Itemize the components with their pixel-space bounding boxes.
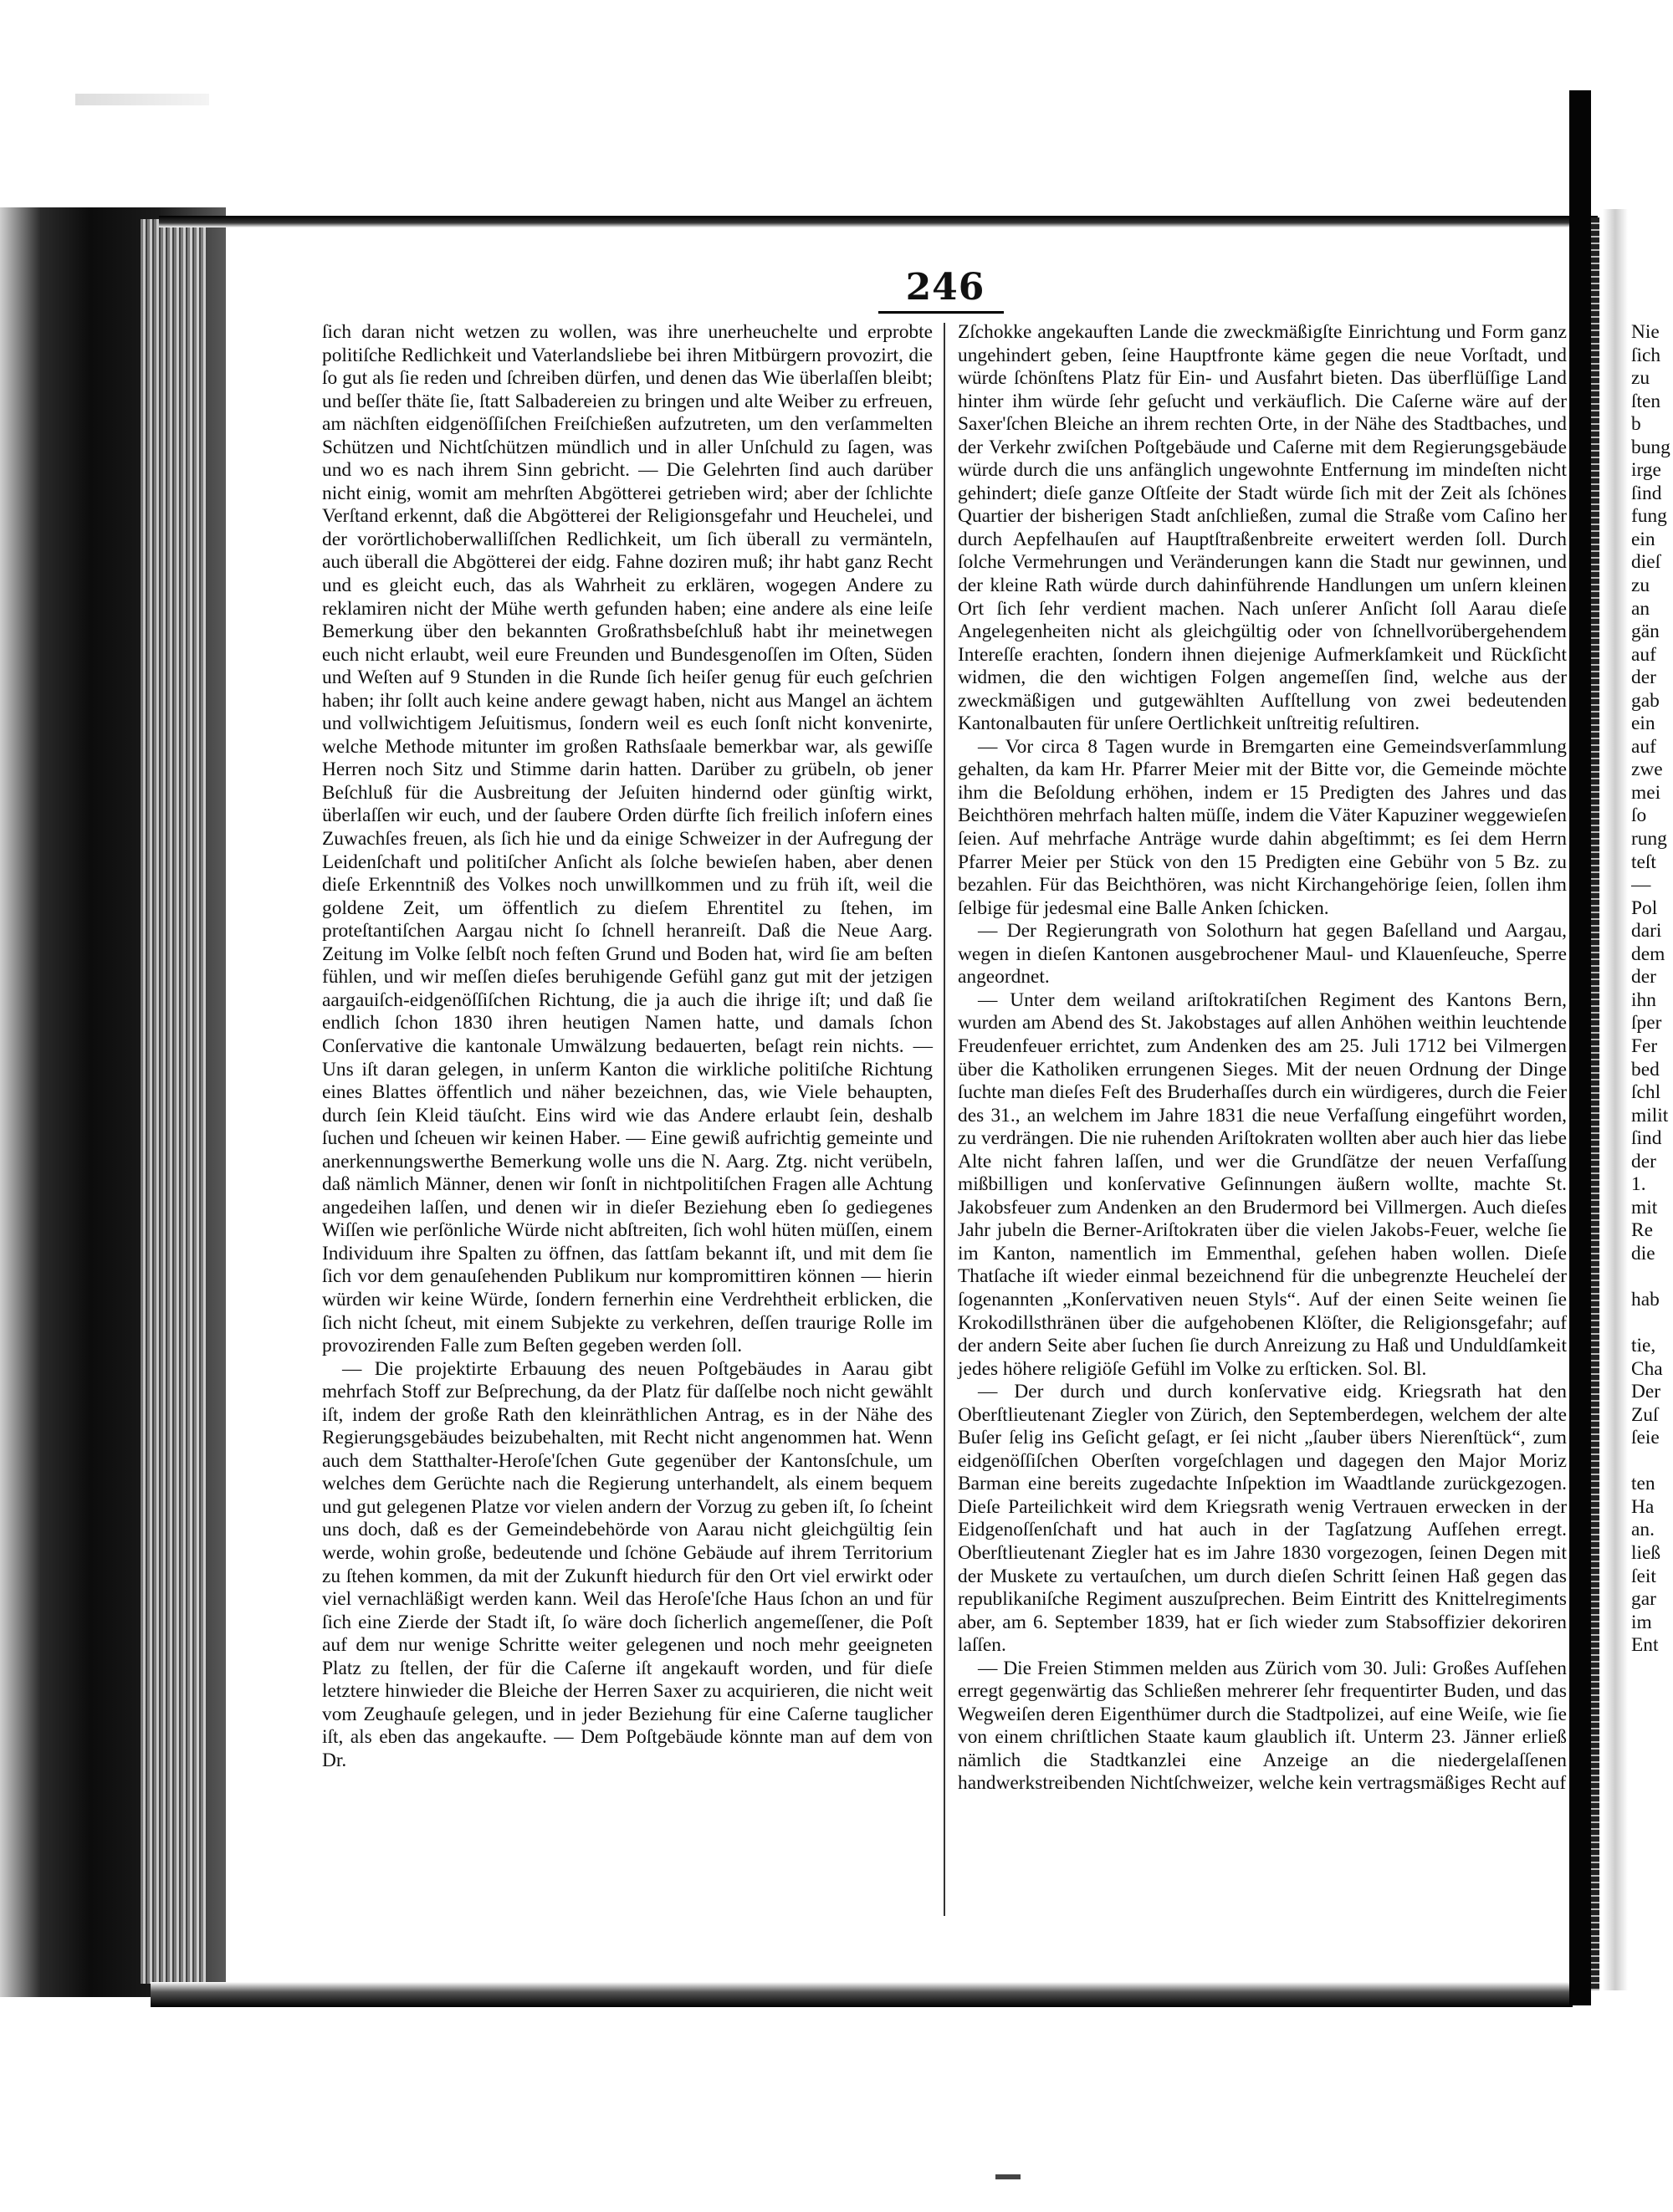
margin-fragment-line: auf bbox=[1631, 735, 1656, 758]
right-column bbox=[958, 321, 1567, 1796]
margin-fragment-line: der bbox=[1631, 966, 1656, 989]
paragraph: — Die projektirte Erbauung des neuen Poſtgebäudes in Aarau gibt mehrfach Stoff zur Beſprechung, da der Platz für daſſelbe noch nicht gewählt iſt, indem der große Rath den kleinräthlichen Antrag, es in der Nähe des Regierungsgebäudes beizubehalten, mit Recht nicht angenommen hat. Wenn auch dem Statthalter-Heroſe'ſchen Gute gegenüber der Kantonsſchule, um welches dem Gerüchte nach die Regierung unterhandelt, als einem bequem und gut gelegenen Platze vor vielen andern der Vorzug zu geben iſt, ſo ſcheint uns doch, daß es der Gemeindebehörde von Aarau nicht gleichgültig ſein werde, wohin große, bedeutende und ſchöne Gebäude auf ihrem Territorium zu ſtehen kommen, da mit der Zukunft hiedurch für den Ort viel erwirkt oder viel vernachläßigt werden kann. Weil das Heroſe'ſche Haus ſchon an und für ſich eine Zierde der Stadt iſt, ſo wäre doch ſicherlich angemeſſener, die Poſt auf dem nur wenige Schritte weiter gelegenen und noch mehr geeigneten Platz zu ſtellen, der für die Caſerne iſt angekauft worden, und für dieſe letztere hinwieder die Bleiche der Herren Saxer zu acquirieren, die nicht weit vom Zeughauſe gelegen, und in jeder Beziehung für eine Caſerne tauglicher iſt, als eben das angekaufte. — Dem Poſtgebäude könnte man auf dem von Dr. bbox=[322, 1357, 933, 1771]
margin-fragment-line: ſeit bbox=[1631, 1565, 1656, 1587]
margin-fragment-line: hab bbox=[1631, 1288, 1660, 1310]
margin-fragment-line: ein bbox=[1631, 713, 1655, 735]
page-top-edge bbox=[159, 216, 1598, 227]
margin-fragment-line bbox=[1631, 1312, 1673, 1336]
margin-fragment-line: ihn bbox=[1631, 989, 1656, 1011]
margin-fragment-line: dem bbox=[1631, 943, 1665, 965]
gutter-shadow bbox=[1569, 90, 1591, 2005]
margin-fragment-line: ein bbox=[1631, 528, 1655, 550]
paragraph: — Der durch und durch konſervative eidg. Kriegsrath hat den Oberſtlieutenant Ziegler von Zürich, den Septemberdegen, welchem der alte Buſer ſelig ins Geſicht geſagt, er ſei nicht „ſauber übers Nierenſtück“, zum eidgenöſſiſchen Oberſten vorgeſchlagen und dagegen den Major Moriz Barman eine bereits zugedachte Inſpektion im Waadtlande zurückgezogen. Dieſe Parteilichkeit wird dem Kriegsrath wenig Vertrauen erwecken in der Eidgenoſſenſchaft und hat auch in der Tagſatzung Aufſehen erregt. Oberſtlieutenant Ziegler hat es im Jahre 1830 vorgezogen, ſeinen Degen mit der Muskete zu vertauſchen, um durch dieſen Schritt ſeinen Haß gegen das republikaniſche Regiment auszuſprechen. Beim Eintritt des Knittelregiments aber, am 6. September 1839, hat er ſich wieder zum Stabsoffizier dekoriren laſſen. bbox=[958, 1381, 1567, 1657]
margin-fragment-line: im bbox=[1631, 1611, 1652, 1633]
scan-smudge bbox=[75, 94, 209, 105]
margin-fragment-line: Der bbox=[1631, 1381, 1661, 1403]
margin-fragment-line: an. bbox=[1631, 1519, 1655, 1541]
next-page-fragments bbox=[1631, 321, 1673, 1658]
margin-fragment-line: der bbox=[1631, 1150, 1656, 1172]
margin-fragment-line: rung bbox=[1631, 828, 1667, 851]
paragraph: — Die Freien Stimmen melden aus Zürich vom 30. Juli: Großes Aufſehen erregt gegenwärtig das Schließen mehrerer ſehr frequentirter Buden, und das Wegweiſen deren Eigenthümer durch die Stadtpolizei, auf eine Weiſe, wie ſie von einem chriſtlichen Staate kaum glaublich iſt. Unterm 23. Jänner erließ nämlich die Stadtkanzlei eine Anzeige an die niedergelaſſenen handwerkstreibenden Nichtſchweizer, welche kein vertragsmäßiges Recht auf bbox=[958, 1657, 1567, 1795]
margin-fragment-line: milit bbox=[1631, 1104, 1669, 1126]
paragraph: ſich daran nicht wetzen zu wollen, was ihre unerheuchelte und erprobte politiſche Redlichkeit und Vaterlandsliebe bei ihren Mitbürgern provozirt, die ſo gut als ſie reden und ſchreiben dürfen, und denen das Wie überlaſſen bleibt; und beſſer thäte ſie, ſtatt Salbadereien zu bringen und alte Weiber zu erfreuen, am nächſten eidgenöſſiſchen Freiſchießen aufzutreten, um den verſammelten Schützen und Nichtſchützen mündlich und in aller Unſchuld zu ſagen, was und wo es nach ihrem Sinn gebricht. — Die Gelehrten ſind auch darüber nicht einig, womit am mehrſten Abgötterei getrieben wird; aber der ſchlichte Verſtand erkennt, daß die Abgötterei der Religionsgefahr und Heuchelei, und der vorörtlichoberwalliſſchen Redlichkeit, um ſich überall zu vermänteln, auch überall die Abgötterei der eidg. Fahne doziren muß; ihr habt ganz Recht und es gleicht euch, das als Wahrheit zu erklären, wogegen Andere zu reklamiren nicht der Mühe werth gefunden haben; eine andere als eine leiſe Bemerkung über den bekannten Großrathsbeſchluß habt ihr meinetwegen euch nicht erlaubt, weil eure Freunden und Bundesgenoſſen im Oſten, Süden und Weſten auf 9 Stunden in die Runde ſich heiſer genug für euch geſchrien haben; ihr ſollt auch keine andere gewagt haben, nicht aus Mangel an ächtem und vollwichtigem Jeſuitismus, ſondern weil es euch ſonſt nicht konvenirte, welche Methode mitunter im großen Rathsſaale bemerkbar war, als gewiſſe Herren noch Sitz und Stimme darin hatten. Darüber zu grübeln, ob jener Beſchluß für die Ausbreitung der Jeſuiten hindernd oder günſtig wirkt, überlaſſen wir euch, und der ſaubere Orden dürfte ſich freilich inſofern eines Zuwachſes freuen, als ſich hie und da einige Schweizer in der Aufregung der Leidenſchaft und politiſcher Anſicht als ſolche bewieſen haben, aber denen dieſe Erkenntniß des Volkes noch unwillkommen und zu früh iſt, weil die goldene Zeit, um öffentlich zu dieſem Ehrentitel zu ſtehen, im proteſtantiſchen Aargau nicht ſo ſchnell heranreiſt. Daß die Neue Aarg. Zeitung im Volke ſelbſt noch feſten Grund und Boden hat, wird ſie am beſten fühlen, und wir meſſen dieſes beruhigende Gefühl ganz gut mit der jetzigen aargauiſch-eidgenöſſiſchen Richtung, die ja auch die ihrige iſt; und daß ſie endlich ſchon 1830 ihren heutigen Namen hatte, und damals ſchon Conſervative die kantonale Umwälzung bedauerten, beſagt rein nichts. — Uns iſt daran gelegen, in unſerm Kanton die wirkliche politiſche Richtung eines Blattes öffentlich und näher bezeichnen, das, wie Viele behaupten, durch ſein Kleid täuſcht. Eins wird wie das Andere erlaubt ſein, deshalb ſuchen und ſcheuen wir keinen Haber. — Eine gewiß aufrichtig gemeinte und anerkennungswerthe Bemerkung wolle uns die N. Aarg. Ztg. nicht verübeln, daß nämlich Männer, denen wir ſonſt in nichtpolitiſchen Fragen alle Achtung angedeihen laſſen, und denen wir in dieſer Beziehung eben ſo gediegenes Wiſſen wie perſönliche Würde nicht abſtreiten, ſich wohl hüten müſſen, einem Individuum ihre Spalten zu öffnen, das ſattſam bekannt iſt, und mit dem ſie ſich vor dem genauſehenden Publikum nur kompromittiren können — hierin würden wir keine Würde, ſondern fernerhin eine Verdrehtheit erblicken, die ſich nicht ſcheut, mit einem Subjekte zu verkehren, deſſen traurige Rolle im provozirenden Falle zum Beſten gegeben werden ſoll. bbox=[322, 321, 933, 1357]
margin-fragment-line: die bbox=[1631, 1242, 1655, 1264]
page-number: 246 bbox=[905, 266, 985, 309]
margin-fragment-line: dieſ bbox=[1631, 551, 1661, 574]
left-column bbox=[322, 321, 933, 1772]
margin-fragment-line: Pol bbox=[1631, 897, 1658, 919]
margin-fragment-line: ſeie bbox=[1631, 1427, 1660, 1449]
next-page-edge bbox=[1603, 209, 1628, 1990]
margin-fragment-line: gar bbox=[1631, 1588, 1656, 1611]
margin-fragment-line: auf bbox=[1631, 643, 1656, 666]
margin-fragment-line: — bbox=[1631, 874, 1651, 897]
column-divider bbox=[944, 323, 945, 1916]
margin-fragment-line: Nie bbox=[1631, 321, 1660, 343]
margin-fragment-line: fung bbox=[1631, 505, 1667, 528]
margin-fragment-line: der bbox=[1631, 667, 1656, 689]
paragraph: — Der Regierungrath von Solothurn hat gegen Baſelland und Aargau, wegen in dieſen Kantonen ausgebrochener Maul- und Klauenſeuche, Sperre angeordnet. bbox=[958, 920, 1567, 989]
margin-fragment-line: mei bbox=[1631, 781, 1661, 804]
margin-fragment-line: bung bbox=[1631, 436, 1670, 458]
margin-fragment-line: Fer bbox=[1631, 1034, 1658, 1057]
page-number-underline bbox=[878, 311, 1004, 314]
margin-fragment-line: ſind bbox=[1631, 1127, 1662, 1150]
margin-fragment-line: an bbox=[1631, 597, 1650, 620]
margin-fragment-line: ſind bbox=[1631, 482, 1662, 504]
paragraph: Zſchokke angekauften Lande die zweckmäßigſte Einrichtung und Form ganz ungehindert geben, ſeine Hauptfronte käme gegen die neue Vorſtadt, und würde ſchönſtens Platz für Ein- und Ausfahrt bieten. Das überflüſſige Land hinter ihm würde ſehr geſucht und verkäuflich. Die Caſerne wäre auf der Saxer'ſchen Bleiche an ihrem rechten Orte, in der Nähe des Stadtbaches, und der Verkehr zwiſchen Poſtgebäude und Caſerne mit dem Regierungsgebäude würde durch die uns anfänglich ungewohnte Entfernung im mindeſten nicht gehindert; dieſe ganze Oſtſeite der Stadt würde ſich mit der Zeit als ſchönes Quartier der bisherigen Stadt anſchließen, zumal die Straße vom Caſino her durch Aepfelhauſen auf Hauptſtraßenbreite erweitert werden ſoll. Durch ſolche Vermehrungen und Veränderungen kann die Stadt nur gewinnen, und der kleine Rath würde durch dahinführende Handlungen um unſern kleinen Ort ſich ſehr verdient machen. Nach unſerer Anſicht ſoll Aarau dieſe Angelegenheiten nicht als gleichgültig oder von ſchnellvorübergehendem Intereſſe erachten, ſondern ihnen diejenige Aufmerkſamkeit und Rückſicht widmen, die den wichtigen Folgen angemeſſen ſind, welche aus der zweckmäßigen und gutgewählten Aufſtellung von zwei bedeutenden Kantonalbauten für unſere Oertlichkeit unſtreitig reſultiren. bbox=[958, 321, 1567, 735]
paragraph: — Vor circa 8 Tagen wurde in Bremgarten eine Gemeindsverſammlung gehalten, da kam Hr. Pfarrer Meier mit der Bitte vor, die Gemeinde möchte ihm die Beſoldung erhöhen, indem er 15 Predigten des Jahres und das Beichthören mehrfach halten müſſe, indem die Väter Kapuziner weggewieſen ſeien. Auf mehrfache Anträge wurde dahin abgeſtimmt; es ſei dem Herrn Pfarrer Meier per Stück von den 15 Predigten eine Gebühr von 5 Bz. zu bezahlen. Für das Beichthören, was nicht Kirchangehörige ſeien, ſollen ihm ſelbige für jedesmal eine Balle Anken ſchicken. bbox=[958, 735, 1567, 919]
margin-fragment-line: ſten bbox=[1631, 390, 1661, 412]
margin-fragment-line: ten bbox=[1631, 1473, 1655, 1495]
margin-fragment-line: zu bbox=[1631, 575, 1650, 597]
page-stack-edge bbox=[141, 219, 207, 1984]
margin-fragment-line: Ent bbox=[1631, 1634, 1659, 1657]
gutter-edge bbox=[1591, 217, 1599, 1990]
margin-fragment-line: tie, bbox=[1631, 1335, 1656, 1357]
margin-fragment-line: mit bbox=[1631, 1196, 1658, 1218]
margin-fragment-line: ließ bbox=[1631, 1541, 1661, 1564]
margin-fragment-line: Ha bbox=[1631, 1495, 1655, 1518]
margin-fragment-line: ſper bbox=[1631, 1012, 1662, 1034]
margin-fragment-line: bed bbox=[1631, 1058, 1660, 1080]
margin-fragment-line: 1. bbox=[1631, 1173, 1646, 1196]
margin-fragment-line: ſich bbox=[1631, 344, 1661, 366]
margin-fragment-line: gab bbox=[1631, 689, 1660, 712]
margin-fragment-line bbox=[1631, 1265, 1673, 1289]
margin-fragment-line: zu bbox=[1631, 367, 1650, 390]
margin-fragment-line: ſchl bbox=[1631, 1081, 1661, 1104]
margin-fragment-line: Re bbox=[1631, 1219, 1653, 1242]
page-bottom-edge bbox=[151, 1982, 1573, 2007]
margin-fragment-line: b bbox=[1631, 413, 1641, 436]
margin-fragment-line: zwe bbox=[1631, 759, 1663, 781]
scan-mark bbox=[995, 2174, 1021, 2179]
margin-fragment-line: dari bbox=[1631, 920, 1662, 943]
margin-fragment-line bbox=[1631, 1450, 1673, 1474]
margin-fragment-line: teſt bbox=[1631, 851, 1656, 873]
margin-fragment-line: Cha bbox=[1631, 1357, 1663, 1380]
paragraph: — Unter dem weiland ariſtokratiſchen Regiment des Kantons Bern, wurden am Abend des St. Jakobstages auf allen Anhöhen weithin leuchtende Freudenfeuer errichtet, zum Andenken des am 25. Juli 1712 bei Vilmergen über die Katholiken errungenen Sieges. Mit der neuen Ordnung der Dinge ſuchte man dieſes Feſt des Bruderhaſſes durch ein würdigeres, durch die Feier des 31., an welchem im Jahre 1831 die neue Verfaſſung eingeführt worden, zu verdrängen. Die nie ruhenden Ariſtokraten wollten aber auch hier das liebe Alte nicht fahren laſſen, und wer die Grundſätze der neuen Verfaſſung mißbilligen und konſervative Geſinnungen äußern wollte, machte St. Jakobsfeuer zum Andenken an den Brudermord bei Villmergen. Auch dieſes Jahr jubeln die Berner-Ariſtokraten über die vielen Jakobs-Feuer, welche ſie im Kanton, namentlich im Emmenthal, geſehen haben wollen. Dieſe Thatſache iſt wieder einmal bezeichnend für die unbegrenzte Heucheleí der ſogenannten „Konſervativen neuen Styls“. Auf der einen Seite weinen ſie Krokodillsthränen über die aufgehobenen Klöſter, die Religionsgefahr; auf der andern Seite aber ſuchen ſie durch Anreizung zu Haß und Unduldſamkeit jedes höhere religiöſe Gefühl im Volke zu erſticken. Sol. Bl. bbox=[958, 989, 1567, 1380]
margin-fragment-line: Zuſ bbox=[1631, 1403, 1659, 1426]
margin-fragment-line: ſo bbox=[1631, 805, 1647, 827]
margin-fragment-line: gän bbox=[1631, 621, 1660, 643]
margin-fragment-line: irge bbox=[1631, 459, 1661, 482]
